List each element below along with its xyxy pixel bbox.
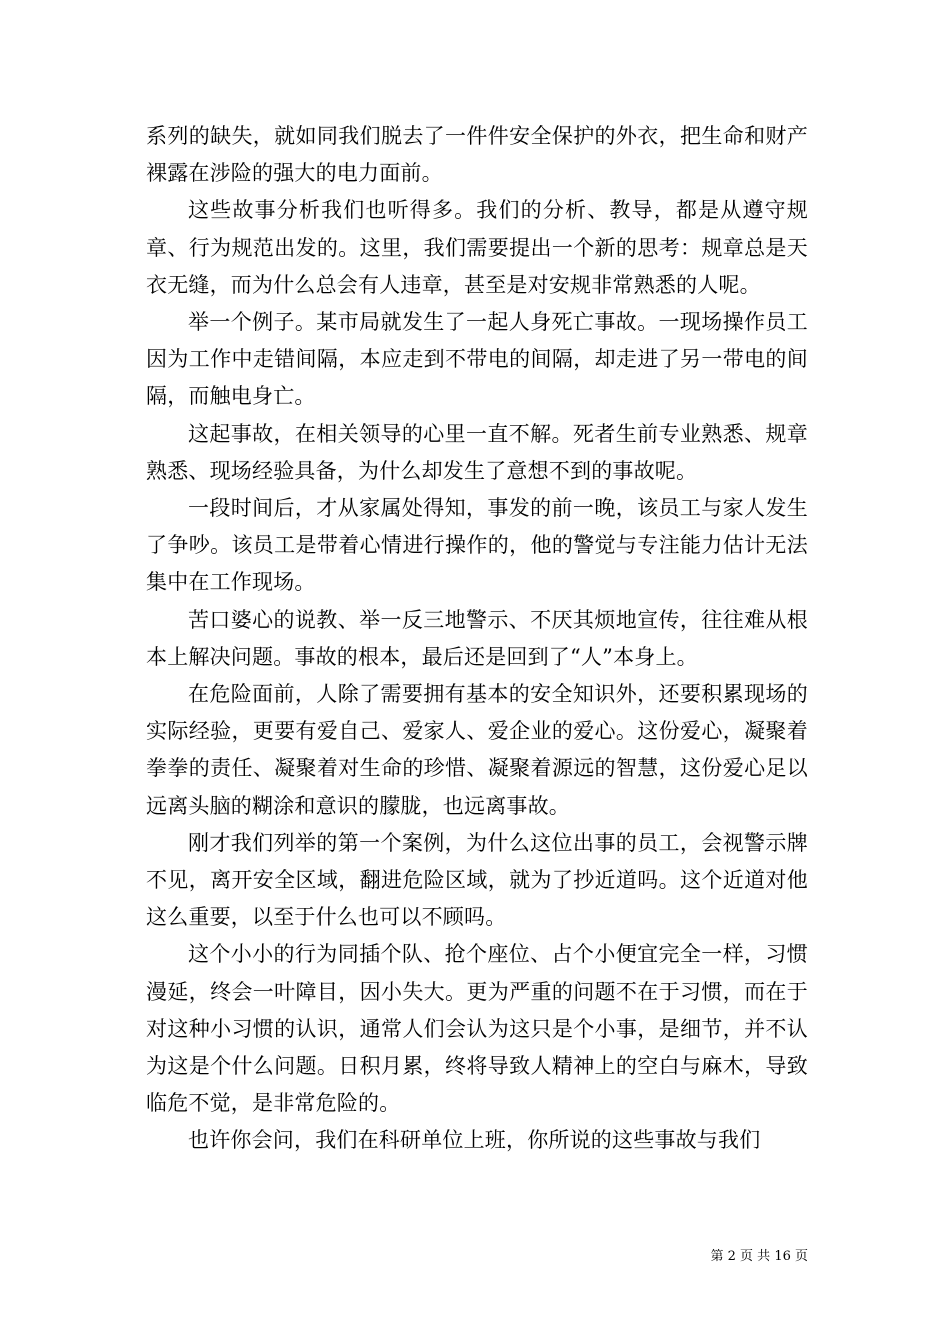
paragraph-3: 举一个例子。某市局就发生了一起人身死亡事故。一现场操作员工因为工作中走错间隔，本应走到不带电的间隔，却走进了另一带电的间隔，而触电身亡。 (146, 310, 808, 409)
paragraph-2: 这些故事分析我们也听得多。我们的分析、教导，都是从遵守规章、行为规范出发的。这里，我们需要提出一个新的思考：规章总是天衣无缝，而为什么总会有人违章，甚至是对安规非常熟悉的人呢。 (146, 198, 808, 297)
paragraph-4: 这起事故，在相关领导的心里一直不解。死者生前专业熟悉、规章熟悉、现场经验具备，为什么却发生了意想不到的事故呢。 (146, 421, 808, 483)
paragraph-9: 这个小小的行为同插个队、抢个座位、占个小便宜完全一样，习惯漫延，终会一叶障目，因小失大。更为严重的问题不在于习惯，而在于对这种小习惯的认识，通常人们会认为这只是个小事，是细节，并不认为这是个什么问题。日积月累，终将导致人精神上的空白与麻木，导致临危不觉，是非常危险的。 (146, 942, 808, 1116)
paragraph-8: 刚才我们列举的第一个案例，为什么这位出事的员工，会视警示牌不见，离开安全区域，翻进危险区域，就为了抄近道吗。这个近道对他这么重要，以至于什么也可以不顾吗。 (146, 830, 808, 930)
body-text (146, 118, 808, 1160)
paragraph-6: 苦口婆心的说教、举一反三地警示、不厌其烦地宣传，往往难从根本上解决问题。事故的根本，最后还是回到了“人”本身上。 (146, 607, 808, 669)
paragraph-10: 也许你会问，我们在科研单位上班，你所说的这些事故与我们 (188, 1128, 761, 1153)
page-number-footer: 第 2 页 共 16 页 (710, 1249, 808, 1264)
paragraph-5: 一段时间后，才从家属处得知，事发的前一晚，该员工与家人发生了争吵。该员工是带着心情进行操作的，他的警觉与专注能力估计无法集中在工作现场。 (146, 496, 808, 595)
paragraph-7: 在危险面前，人除了需要拥有基本的安全知识外，还要积累现场的实际经验，更要有爱自己、爱家人、爱企业的爱心。这份爱心，凝聚着拳拳的责任、凝聚着对生命的珍惜、凝聚着源远的智慧，这份爱心足以远离头脑的糊涂和意识的朦胧，也远离事故。 (146, 682, 808, 818)
paragraph-1: 系列的缺失，就如同我们脱去了一件件安全保护的外衣，把生命和财产裸露在涉险的强大的电力面前。 (146, 124, 808, 186)
